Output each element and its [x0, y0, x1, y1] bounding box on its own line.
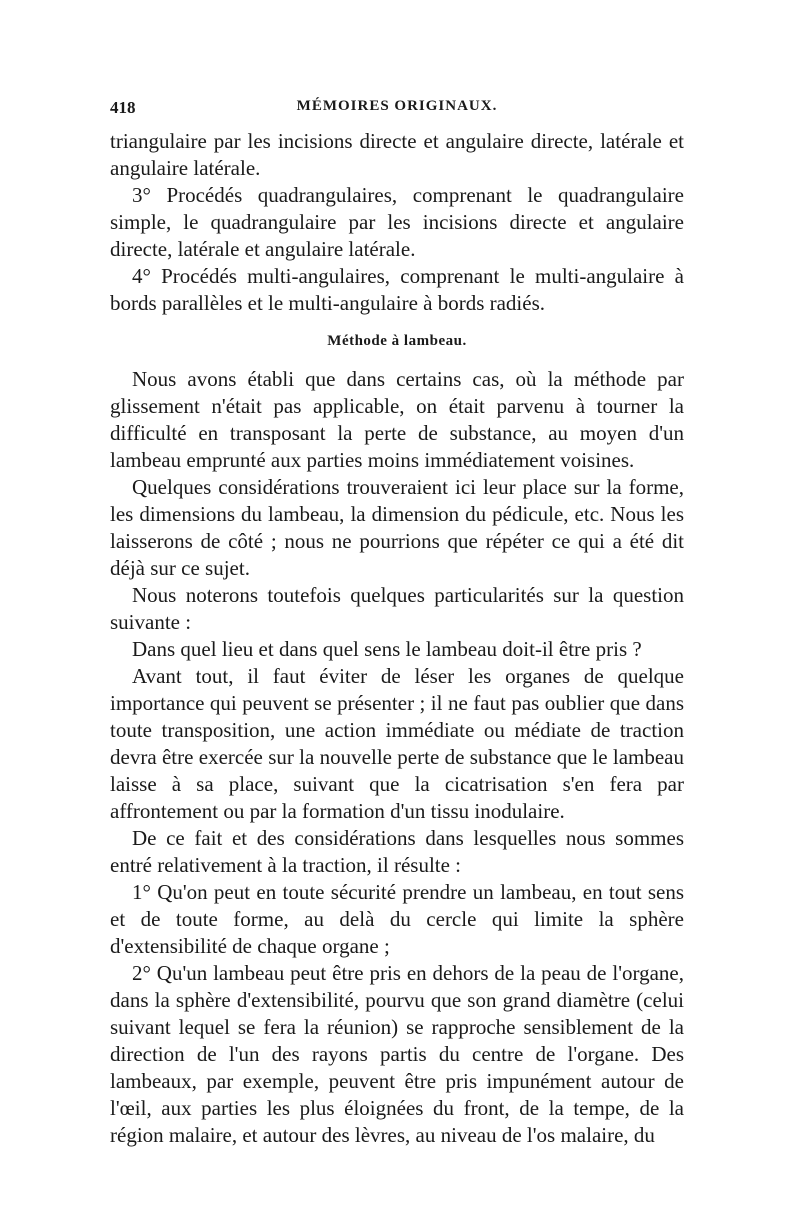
paragraph: Quelques considérations trouveraient ici leur place sur la forme, les dimensions du lambeau, la dimension du pédicule, etc. Nous les laisserons de côté ; nous ne pourrions que répéter ce qui a été dit déjà sur ce sujet.	[110, 475, 684, 580]
page-number: 418	[110, 98, 136, 117]
paragraph: 2° Qu'un lambeau peut être pris en dehors de la peau de l'organe, dans la sphère d'extensibilité, pourvu que son grand diamètre (celui suivant lequel se fera la réunion) se rapproche sensiblement de la direction de l'un des rayons partis du centre de l'organe. Des lambeaux, par exemple, peuvent être pris impunément autour de l'œil, aux parties les plus éloignées du front, de la tempe, de la région malaire, et autour des lèvres, au niveau de l'os malaire, du	[110, 961, 684, 1147]
paragraph: 1° Qu'on peut en toute sécurité prendre un lambeau, en tout sens et de toute forme, au delà du cercle qui limite la sphère d'extensibilité de chaque organe ;	[110, 880, 684, 958]
paragraph: Nous noterons toutefois quelques particularités sur la question suivante :	[110, 583, 684, 634]
paragraph: De ce fait et des considérations dans lesquelles nous sommes entré relativement à la traction, il résulte :	[110, 826, 684, 877]
paragraph: 3° Procédés quadrangulaires, comprenant le quadrangulaire simple, le quadrangulaire par les incisions directe et angulaire directe, latérale et angulaire latérale.	[110, 183, 684, 261]
paragraph: triangulaire par les incisions directe et angulaire directe, latérale et angulaire latérale.	[110, 129, 684, 180]
paragraph: 4° Procédés multi-angulaires, comprenant le multi-angulaire à bords parallèles et le multi-angulaire à bords radiés.	[110, 264, 684, 315]
paragraph: Nous avons établi que dans certains cas, où la méthode par glissement n'était pas applicable, on était parvenu à tourner la difficulté en transposant la perte de substance, au moyen d'un lambeau emprunté aux parties moins immédiatement voisines.	[110, 367, 684, 472]
body-text	[110, 128, 684, 1149]
section-title: Méthode à lambeau.	[327, 333, 467, 349]
running-head	[110, 98, 684, 128]
book-page	[110, 98, 684, 1149]
running-title: MÉMOIRES ORIGINAUX.	[296, 98, 498, 114]
paragraph: Dans quel lieu et dans quel sens le lambeau doit-il être pris ?	[132, 637, 642, 661]
paragraph: Avant tout, il faut éviter de léser les organes de quelque importance qui peuvent se présenter ; il ne faut pas oublier que dans toute transposition, une action immédiate ou médiate de traction devra être exercée sur la nouvelle perte de substance que le lambeau laisse à sa place, suivant que la cicatrisation s'en fera par affrontement ou par la formation d'un tissu inodulaire.	[110, 664, 684, 823]
